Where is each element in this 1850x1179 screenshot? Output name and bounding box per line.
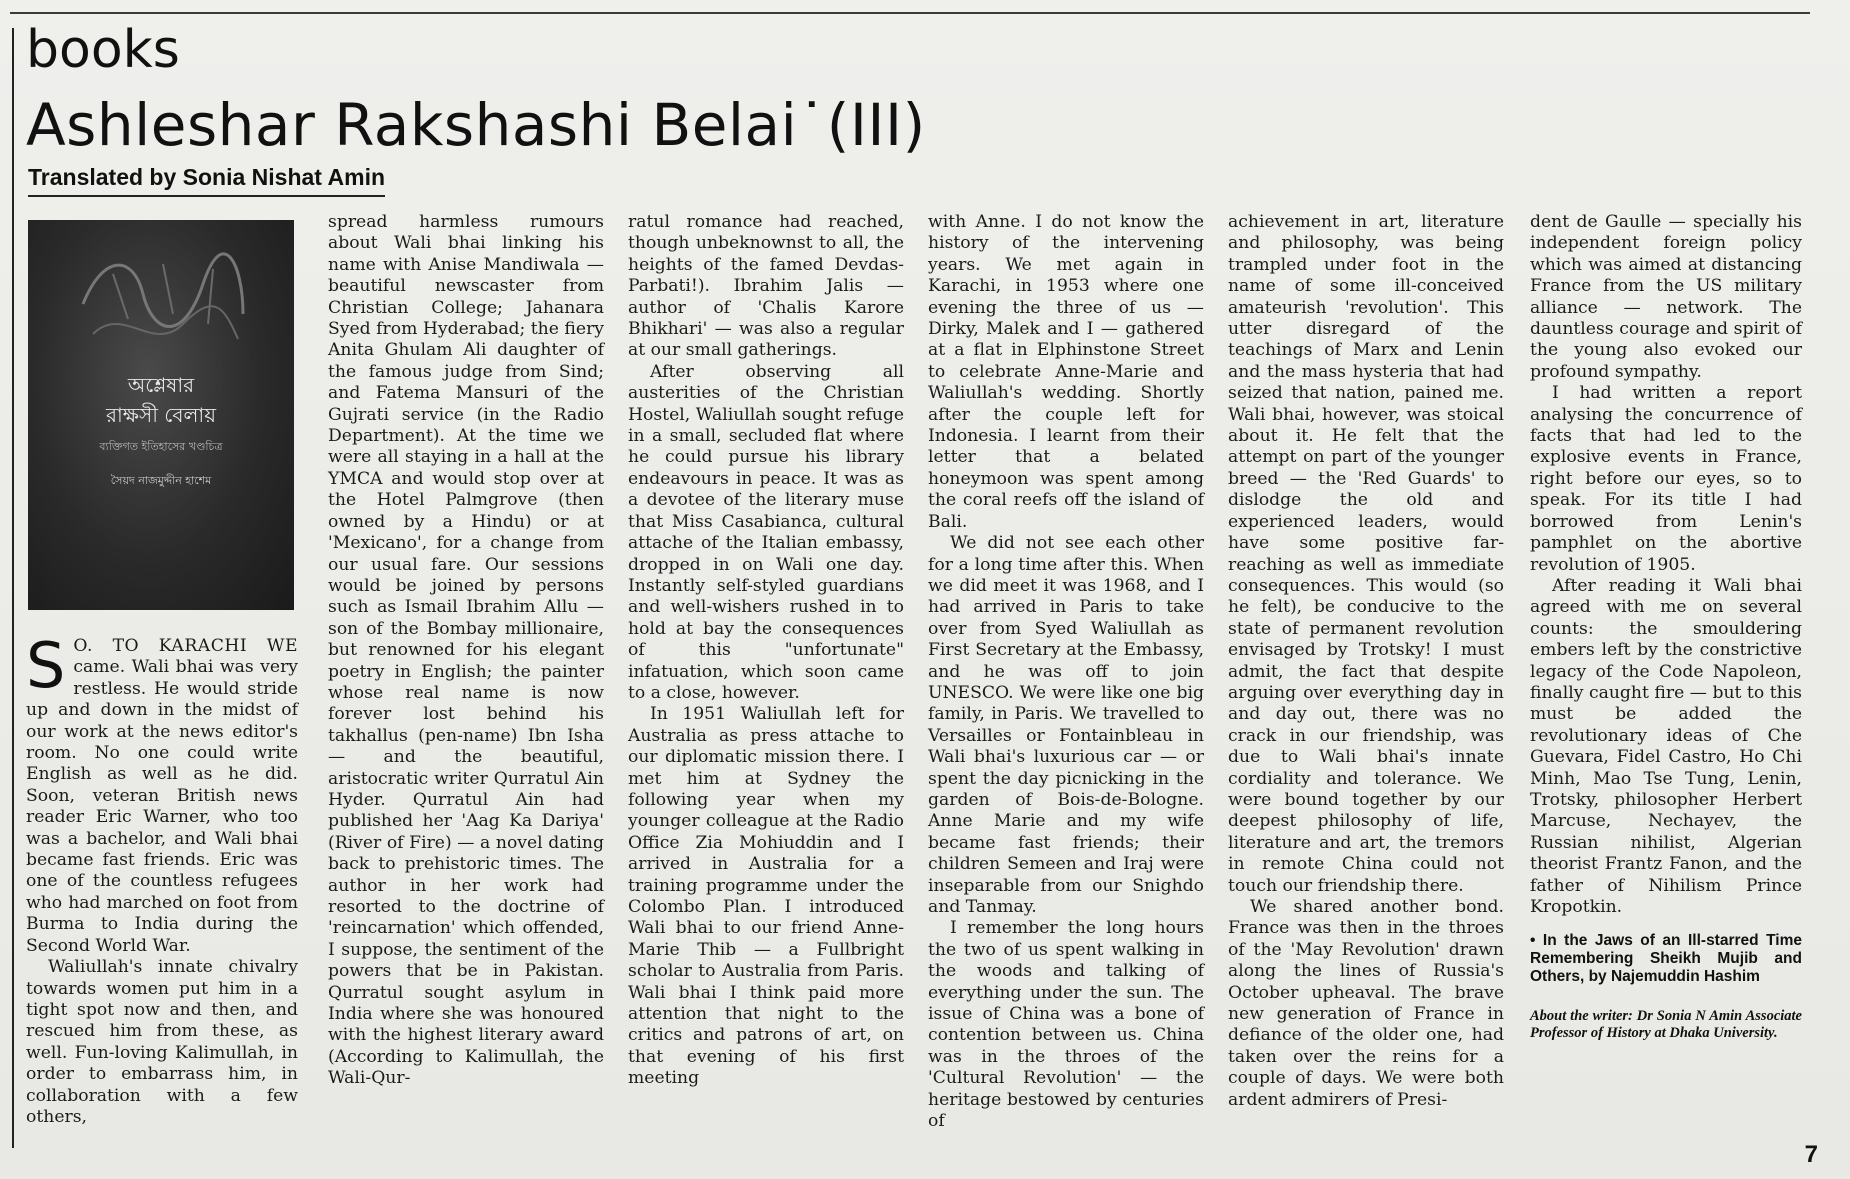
paragraph: In 1951 Waliullah left for Australia as press attache to our diplomatic mission there. I met him at Sydney the following year when my younger colleague at the Radio Office Zia Mohiuddin and I arrived in Australia for a training programme under the Colombo Plan. I introduced Wali bhai to our friend Anne-Marie Thib — a Fullbright scholar to Australia from Paris. Wali bhai I think paid more attention that night to the critics and patrons of art, on that evening of his first meeting — [628, 704, 904, 1089]
cover-subtitle: ব্যক্তিগত ইতিহাসের খণ্ডচিত্র — [99, 440, 223, 453]
article-headline: Ashleshar Rakshashi Belai˙(III) — [26, 91, 926, 159]
book-cover-image — [28, 220, 294, 610]
paragraph: We shared another bond. France was then in the throes of the 'May Revolution' drawn along the lines of Russia's October upheaval. The brave new generation of France in defiance of the older one, had taken over the reins for a couple of days. We were both ardent admirers of Presi- — [1228, 897, 1504, 1110]
section-label: books — [26, 20, 180, 80]
paragraph: achievement in art, literature and philosophy, was being trampled under foot in the name of some ill-conceived amateurish 'revolution'. This utter disregard of the teachings of Marx and Lenin and the mass hysteria that had seized that nation, pained me. Wali bhai, however, was stoical about it. He felt that the attempt on part of the younger breed — the 'Red Guards' to dislodge the old and experienced leaders, would have some positive far-reaching as well as immediate consequences. This would (so he felt), be conducive to the state of permanent revolution envisaged by Trotsky! I must admit, the fact that despite arguing over everything day in and day out, there was no crack in our friendship, was due to Wali bhai's innate cordiality and tolerance. We were bound together by our deepest philosophy of life, literature and art, the tremors in remote China could not touch our friendship there. — [1228, 212, 1504, 896]
paragraph: S O. TO KARACHI WE came. Wali bhai was very restless. He would stride up and down in the midst of our work at the news editor's room. No one could write English as well as he did. Soon, veteran British news reader Eric Warner, who too was a bachelor, and Wali bhai became fast friends. Eric was one of the countless refugees who had marched on foot from Burma to India during the Second World War. — [26, 629, 298, 956]
paragraph: After reading it Wali bhai agreed with me on several counts: the smouldering embers left by the constrictive legacy of the Code Napoleon, finally caught fire — but to this must be added the revolutionary ideas of Che Guevara, Fidel Castro, Ho Chi Minh, Mao Tse Tung, Lenin, Trotsky, philosopher Herbert Marcuse, Nechayev, the Russian nihilist, Algerian theorist Frantz Fanon, and the father of Nihilism Prince Kropotkin. — [1530, 575, 1802, 917]
paragraph: We did not see each other for a long time after this. When we did meet it was 1968, and I had arrived in Paris to take over from Syed Waliullah as First Secretary at the Embassy, and he was off to join UNESCO. We were like one big family, in Paris. We travelled to Versailles or Fontainbleau in Wali bhai's luxurious car — or spent the day picnicking in the garden of Bois-de-Bologne. Anne Marie and my wife became fast friends; their children Semeen and Iraj were inseparable from our Snighdo and Tanmay. — [928, 533, 1204, 917]
paragraph: spread harmless rumours about Wali bhai linking his name with Anise Mandiwala — beautiful newscaster from Christian College; Jahanara Syed from Hyderabad; the fiery Anita Ghulam Ali daughter of the famous judge from Sind; and Fatema Mansuri of the Gujrati service (in the Radio Department). At the time we were all staying in a hall at the YMCA and would stop over at the Hotel Palmgrove (then owned by a Hindu) or at 'Mexicano', for a change from our usual fare. Our sessions would be joined by persons such as Ismail Ibrahim Allu — son of the Bombay millionaire, but renowned for his elegant poetry in English; the painter whose real name is now forever lost behind his takhallus (pen-name) Ibn Isha — and the beautiful, aristocratic writer Qurratul Ain Hyder. Qurratul Ain had published her 'Aag Ka Dariya' (River of Fire) — a novel dating back to prehistoric times. The author in her work had resorted to the doctrine of 'reincarnation' which offended, I suppose, the sentiment of the powers that be in Pakistan. Qurratul sought asylum in India where she was honoured with the highest literary award (According to Kalimullah, the Wali-Qur- — [328, 212, 604, 1089]
drop-cap: S — [26, 629, 66, 702]
article-column-5 — [1228, 212, 1504, 1111]
paragraph: Waliullah's innate chivalry towards women put him in a tight spot now and then, and rescued him from these, as well. Fun-loving Kalimullah, in order to embarrass him, in collaboration with a few others, — [26, 957, 298, 1127]
left-rule — [12, 28, 14, 1148]
top-rule — [10, 12, 1810, 14]
article-column-2 — [328, 212, 604, 1090]
about-the-writer: About the writer: Dr Sonia N Amin Associate Professor of History at Dhaka University. — [1530, 1008, 1802, 1042]
paragraph: ratul romance had reached, though unbeknownst to all, the heights of the famed Devdas-Parbati!). Ibrahim Jalis — author of 'Chalis Karore Bhikhari' — was also a regular at our small gatherings. — [628, 212, 904, 361]
paragraph: I remember the long hours the two of us spent walking in the woods and talking of everything under the sun. The issue of China was a bone of contention between us. China was in the throes of the 'Cultural Revolution' — the heritage bestowed by centuries of — [928, 918, 1204, 1132]
paragraph: with Anne. I do not know the history of the intervening years. We met again in Karachi, in 1953 where one evening the three of us — Dirky, Malek and I — gathered at a flat in Elphinstone Street to celebrate Anne-Marie and Waliullah's wedding. Shortly after the couple left for Indonesia. I learnt from their letter that a belated honeymoon was spent among the coral reefs off the island of Bali. — [928, 212, 1204, 532]
related-book-note: • In the Jaws of an Ill-starred Time Remembering Sheikh Mujib and Others, by Najemuddin Hashim — [1530, 932, 1802, 986]
paragraph: I had written a report analysing the concurrence of facts that had led to the explosive events in France, right before our eyes, so to speak. For its title I had borrowed from Lenin's pamphlet on the abortive revolution of 1905. — [1530, 383, 1802, 575]
cover-author: সৈয়দ নাজমুদ্দীন হাশেম — [110, 474, 212, 487]
byline: Translated by Sonia Nishat Amin — [28, 164, 385, 197]
article-column-3 — [628, 212, 904, 1090]
article-column-4 — [928, 212, 1204, 1132]
cover-title: অশ্লেষার রাক্ষসী বেলায় — [105, 373, 217, 427]
paragraph: dent de Gaulle — specially his independent foreign policy which was aimed at distancing France from the US military alliance — network. The dauntless courage and spirit of the young also evoked our profound sympathy. — [1530, 212, 1802, 382]
cover-calligraphy-art — [73, 244, 253, 364]
page-number: 7 — [1804, 1141, 1818, 1168]
article-column-6 — [1530, 212, 1802, 1042]
paragraph: After observing all austerities of the Christian Hostel, Waliullah sought refuge in a small, secluded flat where he could pursue his library endeavours in peace. It was as a devotee of the literary muse that Miss Casabianca, cultural attache of the Italian embassy, dropped in on Wali one day. Instantly self-styled guardians and well-wishers rushed in to hold at bay the consequences of this "unfortunate" infatuation, which soon came to a close, however. — [628, 361, 904, 703]
article-column-1 — [26, 629, 298, 1128]
